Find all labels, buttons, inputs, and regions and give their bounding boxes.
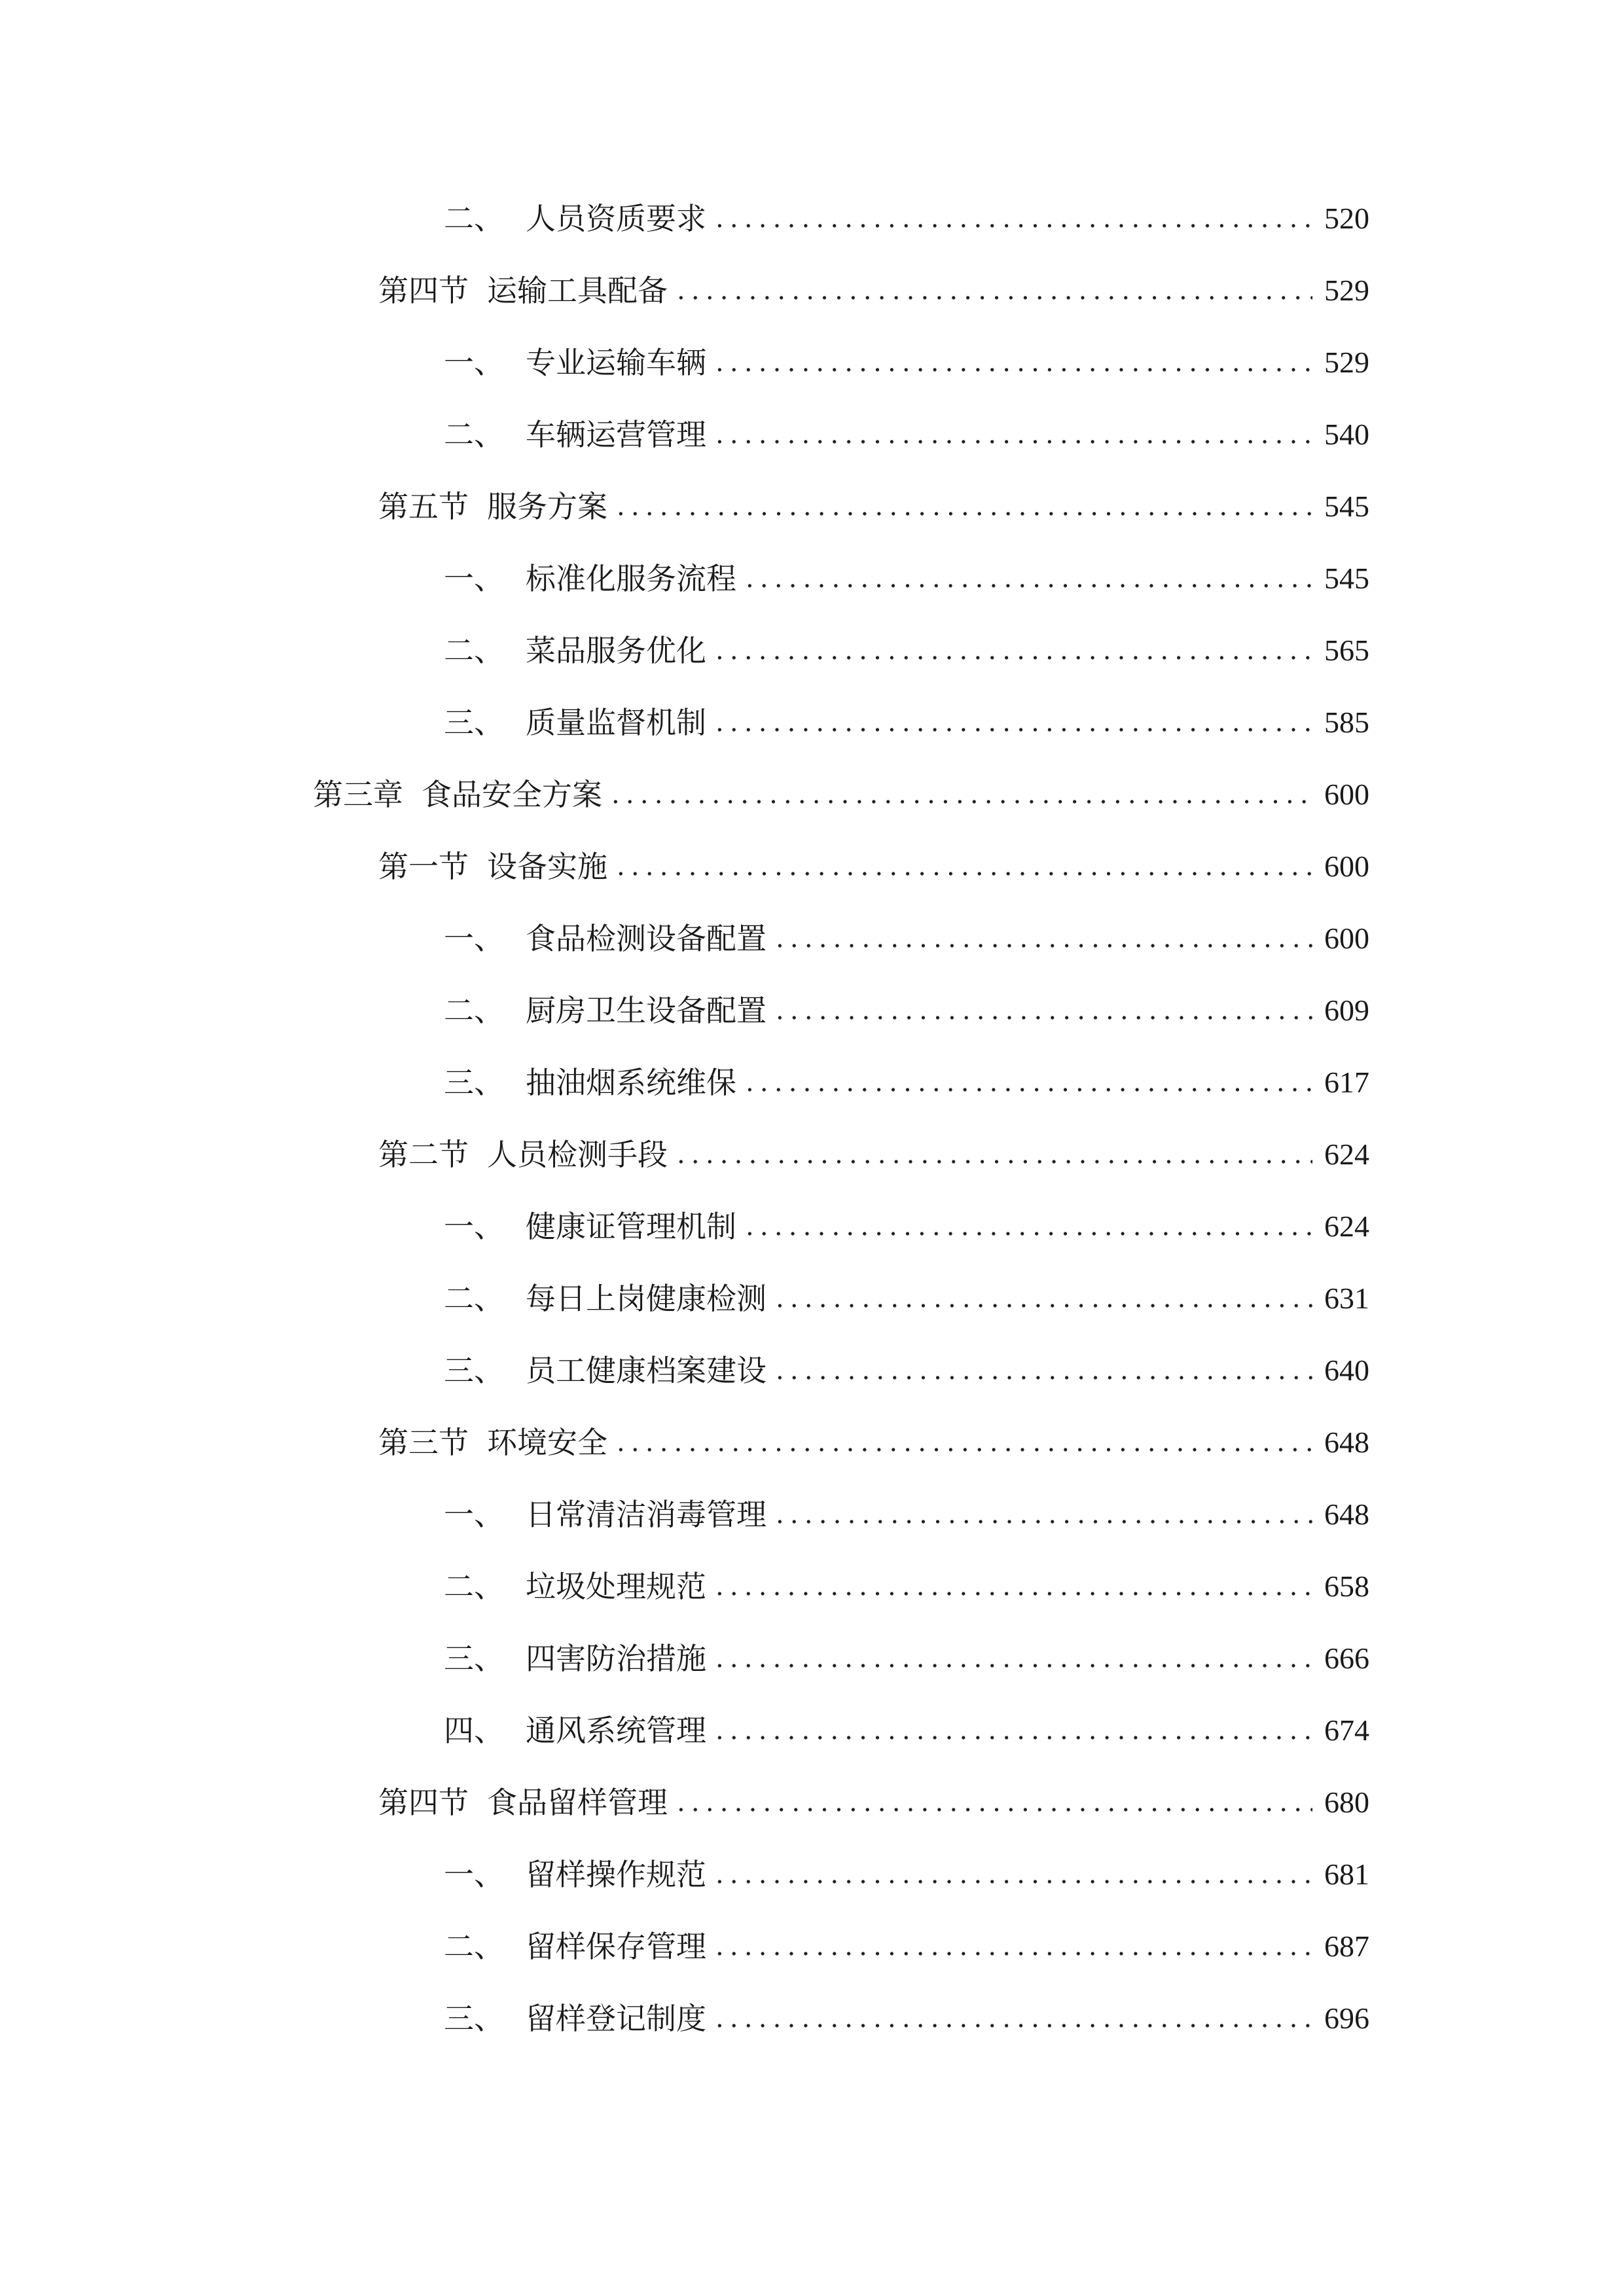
toc-dot-leader [715,408,1312,461]
toc-entry-title: 四害防治措施 [526,1641,706,1676]
toc-entry-number: 一、 [444,345,504,380]
toc-entry-title: 设备实施 [487,849,607,884]
toc-entry-title: 抽油烟系统维保 [526,1065,736,1100]
toc-entry-title: 服务方案 [487,489,607,524]
toc-page-number: 640 [1324,1354,1369,1387]
toc-entry[interactable] [444,1200,1369,1253]
toc-entry-title: 留样保存管理 [526,1929,706,1964]
toc-page-number: 696 [1324,2001,1369,2035]
toc-page-number: 540 [1324,418,1369,451]
toc-entry[interactable] [444,1632,1369,1685]
toc-entry-number: 一、 [444,561,504,596]
toc-entry[interactable] [378,480,1369,533]
toc-page-number: 624 [1324,1210,1369,1243]
toc-entry-title: 员工健康档案建设 [526,1353,767,1388]
toc-dot-leader [746,1056,1312,1109]
toc-dot-leader [776,984,1312,1037]
toc-page-number: 666 [1324,1641,1369,1675]
toc-dot-leader [715,1992,1312,2045]
toc-entry[interactable] [444,1560,1369,1613]
toc-entry-title: 人员资质要求 [526,201,706,236]
toc-dot-leader [715,696,1312,749]
toc-entry[interactable] [378,1416,1369,1469]
toc-page-number: 600 [1324,922,1369,955]
toc-entry[interactable] [444,624,1369,677]
toc-page-number: 609 [1324,994,1369,1027]
toc-entry-title: 食品安全方案 [422,777,602,812]
toc-entry[interactable] [444,1488,1369,1541]
toc-entry-number: 三、 [444,1641,504,1676]
toc-entry-title: 通风系统管理 [526,1713,706,1748]
toc-entry-title: 留样登记制度 [526,2001,706,2036]
toc-entry[interactable] [444,1056,1369,1109]
toc-dot-leader [715,1848,1312,1901]
toc-page-number: 565 [1324,634,1369,667]
toc-page-number: 648 [1324,1426,1369,1459]
toc-entry[interactable] [444,552,1369,605]
toc-entry[interactable] [444,336,1369,389]
toc-entry[interactable] [444,912,1369,965]
toc-entry[interactable] [444,1272,1369,1325]
toc-entry-number: 第二节 [378,1137,469,1172]
toc-entry[interactable] [378,1776,1369,1829]
toc-entry-title: 垃圾处理规范 [526,1569,706,1604]
toc-entry-number: 第四节 [378,1785,469,1820]
toc-entry-number: 二、 [444,1569,504,1604]
toc-entry-title: 专业运输车辆 [526,345,706,380]
toc-page-number: 631 [1324,1282,1369,1315]
toc-entry-title: 食品留样管理 [487,1785,668,1820]
toc-dot-leader [715,1920,1312,1973]
toc-entry-title: 车辆运营管理 [526,417,706,452]
toc-page-number: 624 [1324,1138,1369,1171]
toc-dot-leader [715,336,1312,389]
toc-dot-leader [677,1128,1312,1181]
toc-entry-number: 三、 [444,705,504,740]
toc-dot-leader [715,1560,1312,1613]
toc-entry-title: 运输工具配备 [487,273,668,308]
toc-page-number: 529 [1324,346,1369,379]
toc-page-number: 520 [1324,202,1369,235]
toc-dot-leader [776,912,1312,965]
toc-dot-leader [776,1488,1312,1541]
toc-entry-number: 第一节 [378,849,469,884]
toc-entry-number: 三、 [444,1353,504,1388]
toc-page-number: 680 [1324,1785,1369,1819]
toc-dot-leader [617,480,1312,533]
toc-entry[interactable] [444,1920,1369,1973]
toc-entry-number: 二、 [444,417,504,452]
toc-dot-leader [677,1776,1312,1829]
toc-entry-title: 人员检测手段 [487,1137,668,1172]
toc-entry-title: 厨房卫生设备配置 [526,993,767,1028]
toc-entry-number: 一、 [444,921,504,956]
toc-entry[interactable] [378,1128,1369,1181]
toc-entry[interactable] [444,984,1369,1037]
toc-dot-leader [715,624,1312,677]
toc-entry-number: 第三节 [378,1425,469,1460]
toc-dot-leader [715,192,1312,245]
toc-dot-leader [677,264,1312,317]
toc-page-number: 545 [1324,490,1369,523]
toc-entry[interactable] [378,264,1369,317]
toc-entry-number: 一、 [444,1209,504,1244]
toc-entry-title: 健康证管理机制 [526,1209,736,1244]
toc-dot-leader [746,1200,1312,1253]
toc-page-number: 681 [1324,1857,1369,1891]
toc-dot-leader [715,1632,1312,1685]
toc-page-number: 658 [1324,1570,1369,1603]
toc-entry-number: 第五节 [378,489,469,524]
toc-entry-number: 二、 [444,993,504,1028]
toc-page-number: 687 [1324,1929,1369,1963]
toc-page-number: 648 [1324,1498,1369,1531]
toc-entry-number: 一、 [444,1857,504,1892]
toc-entry[interactable] [378,840,1369,893]
toc-entry[interactable] [444,1704,1369,1757]
toc-entry-title: 环境安全 [487,1425,607,1460]
toc-entry-number: 二、 [444,1929,504,1964]
toc-entry-number: 二、 [444,1281,504,1316]
toc-page-number: 585 [1324,706,1369,739]
toc-page-number: 600 [1324,850,1369,883]
toc-entry[interactable] [444,1848,1369,1901]
toc-entry-number: 一、 [444,1497,504,1532]
toc-dot-leader [715,1704,1312,1757]
toc-page-number: 617 [1324,1066,1369,1099]
toc-entry-title: 日常清洁消毒管理 [526,1497,767,1532]
toc-dot-leader [746,552,1312,605]
toc-entry[interactable] [444,696,1369,749]
toc-entry[interactable] [313,768,1369,821]
toc-entry-title: 标准化服务流程 [526,561,736,596]
toc-entry[interactable] [444,1992,1369,2045]
toc-dot-leader [611,768,1312,821]
toc-dot-leader [776,1344,1312,1397]
toc-dot-leader [617,1416,1312,1469]
toc-entry-number: 四、 [444,1713,504,1748]
toc-entry[interactable] [444,192,1369,245]
toc-entry-title: 质量监督机制 [526,705,706,740]
toc-dot-leader [776,1272,1312,1325]
toc-dot-leader [617,840,1312,893]
toc-page-number: 674 [1324,1713,1369,1747]
toc-page-number: 529 [1324,274,1369,307]
toc-entry-title: 每日上岗健康检测 [526,1281,767,1316]
toc-entry-title: 食品检测设备配置 [526,921,767,956]
toc-entry-number: 二、 [444,201,504,236]
toc-entry-number: 第三章 [313,777,403,812]
toc-entry[interactable] [444,408,1369,461]
toc-entry-number: 三、 [444,1065,504,1100]
toc-entry-title: 菜品服务优化 [526,633,706,668]
toc-page-number: 545 [1324,562,1369,595]
toc-entry-number: 第四节 [378,273,469,308]
toc-entry[interactable] [444,1344,1369,1397]
toc-entry-title: 留样操作规范 [526,1857,706,1892]
toc-entry-number: 二、 [444,633,504,668]
toc-entry-number: 三、 [444,2001,504,2036]
toc-page-number: 600 [1324,778,1369,811]
